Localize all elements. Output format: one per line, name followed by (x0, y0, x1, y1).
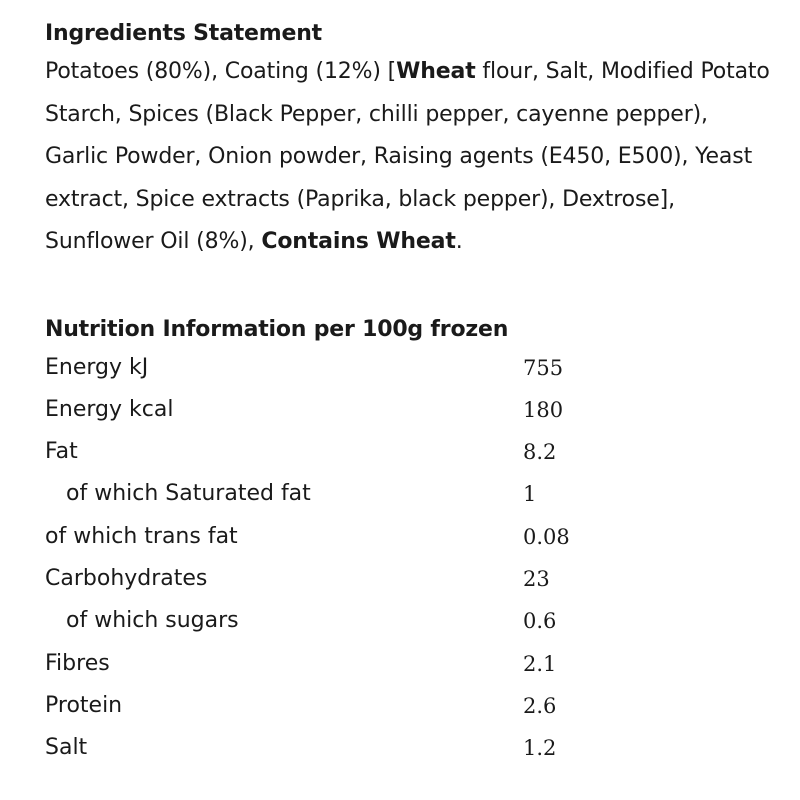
table-row (45, 347, 570, 389)
nutrient-label: Salt (45, 735, 88, 761)
ingredients-part: Potatoes (80%), Coating (12%) [ (45, 59, 397, 84)
table-row (45, 431, 570, 473)
nutrient-label: Fibres (45, 650, 110, 676)
table-row (45, 473, 570, 515)
nutrient-value: 180 (523, 397, 564, 422)
nutrient-value: 755 (523, 355, 564, 380)
nutrient-value: 1 (523, 482, 537, 507)
nutrition-title: Nutrition Information per 100g frozen (45, 316, 509, 342)
nutrient-value: 8.2 (523, 440, 557, 465)
allergen-warning: Contains Wheat (261, 229, 456, 254)
nutrient-label: of which trans fat (45, 523, 238, 549)
ingredients-title: Ingredients Statement (45, 21, 322, 46)
nutrient-label: Energy kcal (45, 396, 174, 422)
nutrient-value: 0.08 (523, 524, 570, 549)
ingredients-part: . (455, 229, 463, 254)
nutrient-label: Protein (45, 692, 123, 718)
nutrient-value: 2.6 (523, 693, 557, 718)
allergen-wheat: Wheat (396, 59, 476, 84)
table-row (45, 389, 570, 431)
nutrient-label: Energy kJ (45, 354, 149, 380)
nutrition-table (45, 347, 570, 770)
nutrient-label: of which sugars (66, 608, 239, 634)
table-row (45, 600, 570, 642)
nutrient-label: Carbohydrates (45, 565, 208, 591)
nutrient-label: Fat (45, 439, 78, 465)
ingredients-statement (45, 51, 775, 264)
nutrient-value: 23 (523, 566, 550, 591)
table-row (45, 558, 570, 600)
ingredients-part: flour, Salt, Modified Potato Starch, Spices (Black Pepper, chilli pepper, cayenne pepper), Garlic Powder, Onion powder, Raising agents (E450, E500), Yeast extract, Spice extracts (Paprika, black pepper), Dextrose], Sunflower Oil (8%), (45, 59, 770, 254)
table-row (45, 685, 570, 727)
nutrient-value: 2.1 (523, 651, 557, 676)
table-row (45, 516, 570, 558)
table-row (45, 643, 570, 685)
table-row (45, 727, 570, 769)
nutrient-label: of which Saturated fat (66, 481, 311, 507)
label-document (45, 18, 775, 769)
nutrient-value: 1.2 (523, 736, 557, 761)
nutrient-value: 0.6 (523, 609, 557, 634)
